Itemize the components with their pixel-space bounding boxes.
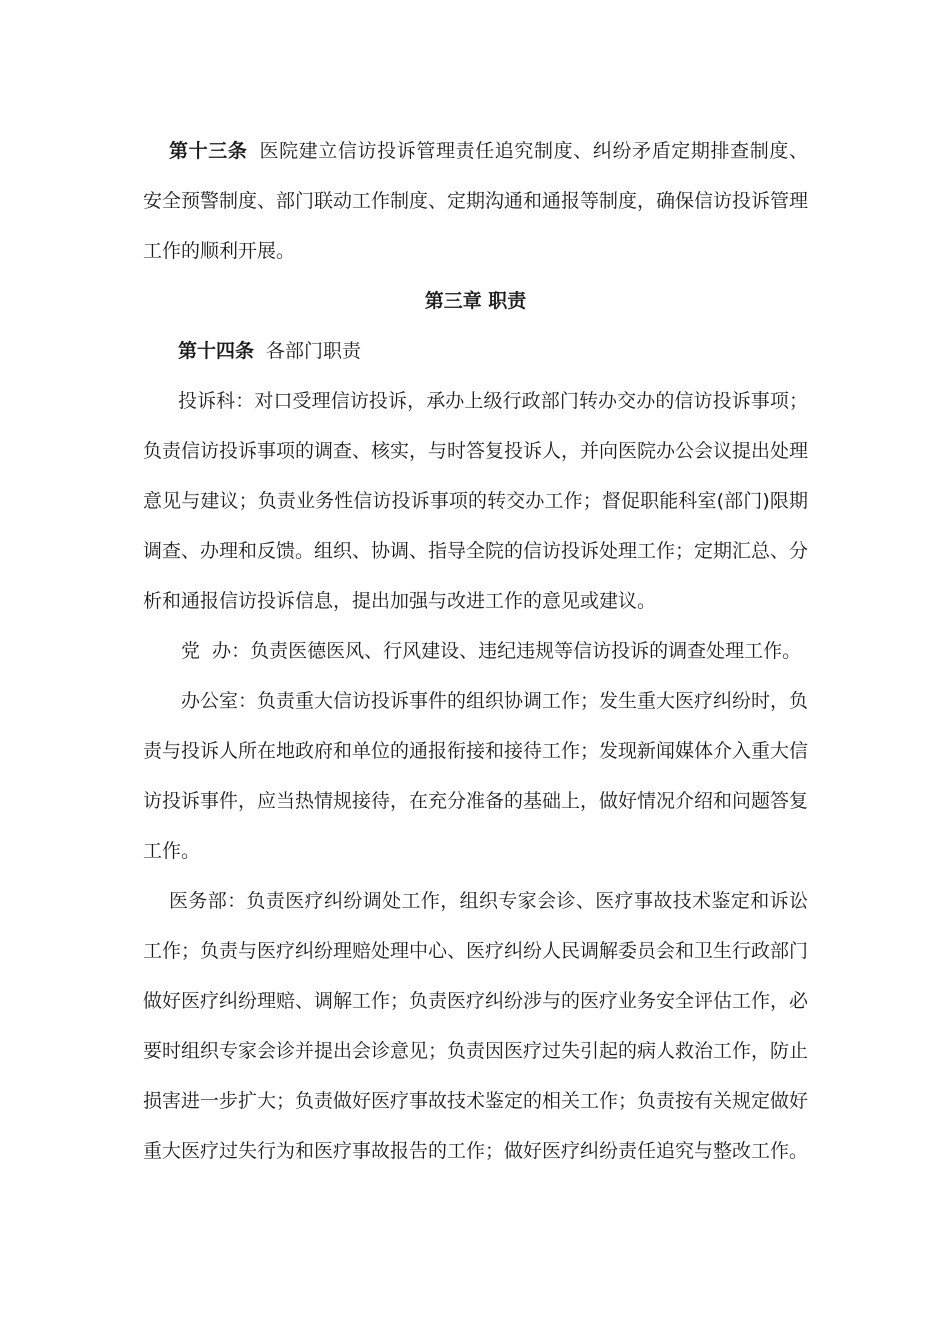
article-14-text: 各部门职责: [266, 340, 362, 362]
document-body: [143, 126, 808, 1176]
article-14-heading: 第十四条: [178, 340, 255, 362]
chapter-title: 第三章 职责: [424, 290, 527, 312]
article-13-paragraph: [143, 126, 808, 276]
article-13-text: 医院建立信访投诉管理责任追究制度、纠纷矛盾定期排查制度、安全预警制度、部门联动工作制度、定期沟通和通报等制度，确保信访投诉管理工作的顺利开展。: [143, 140, 809, 262]
article-14-paragraph: [143, 326, 808, 376]
department-general-office: 办公室：负责重大信访投诉事件的组织协调工作；发生重大医疗纠纷时，负责与投诉人所在地政府和单位的通报衔接和接待工作；发现新闻媒体介入重大信访投诉事件，应当热情规接待，在充分准备的基础上，做好情况介绍和问题答复工作。: [143, 690, 809, 862]
department-medical-affairs: 医务部：负责医疗纠纷调处工作，组织专家会诊、医疗事故技术鉴定和诉讼工作；负责与医疗纠纷理赔处理中心、医疗纠纷人民调解委员会和卫生行政部门做好医疗纠纷理赔、调解工作；负责医疗纠纷涉与的医疗业务安全评估工作，必要时组织专家会诊并提出会诊意见；负责因医疗过失引起的病人救治工作，防止损害进一步扩大；负责做好医疗事故技术鉴定的相关工作；负责按有关规定做好重大医疗过失行为和医疗事故报告的工作；做好医疗纠纷责任追究与整改工作。: [143, 890, 809, 1162]
article-13-heading: 第十三条: [169, 140, 248, 162]
department-complaint-office: 投诉科：对口受理信访投诉，承办上级行政部门转办交办的信访投诉事项；负责信访投诉事项的调查、核实，与时答复投诉人，并向医院办公会议提出处理意见与建议；负责业务性信访投诉事项的转交办工作；督促职能科室(部门)限期调查、办理和反馈。组织、协调、指导全院的信访投诉处理工作；定期汇总、分析和通报信访投诉信息，提出加强与改进工作的意见或建议。: [143, 390, 809, 612]
department-party-office: 党 办：负责医德医风、行风建设、违纪违规等信访投诉的调查处理工作。: [181, 640, 802, 662]
